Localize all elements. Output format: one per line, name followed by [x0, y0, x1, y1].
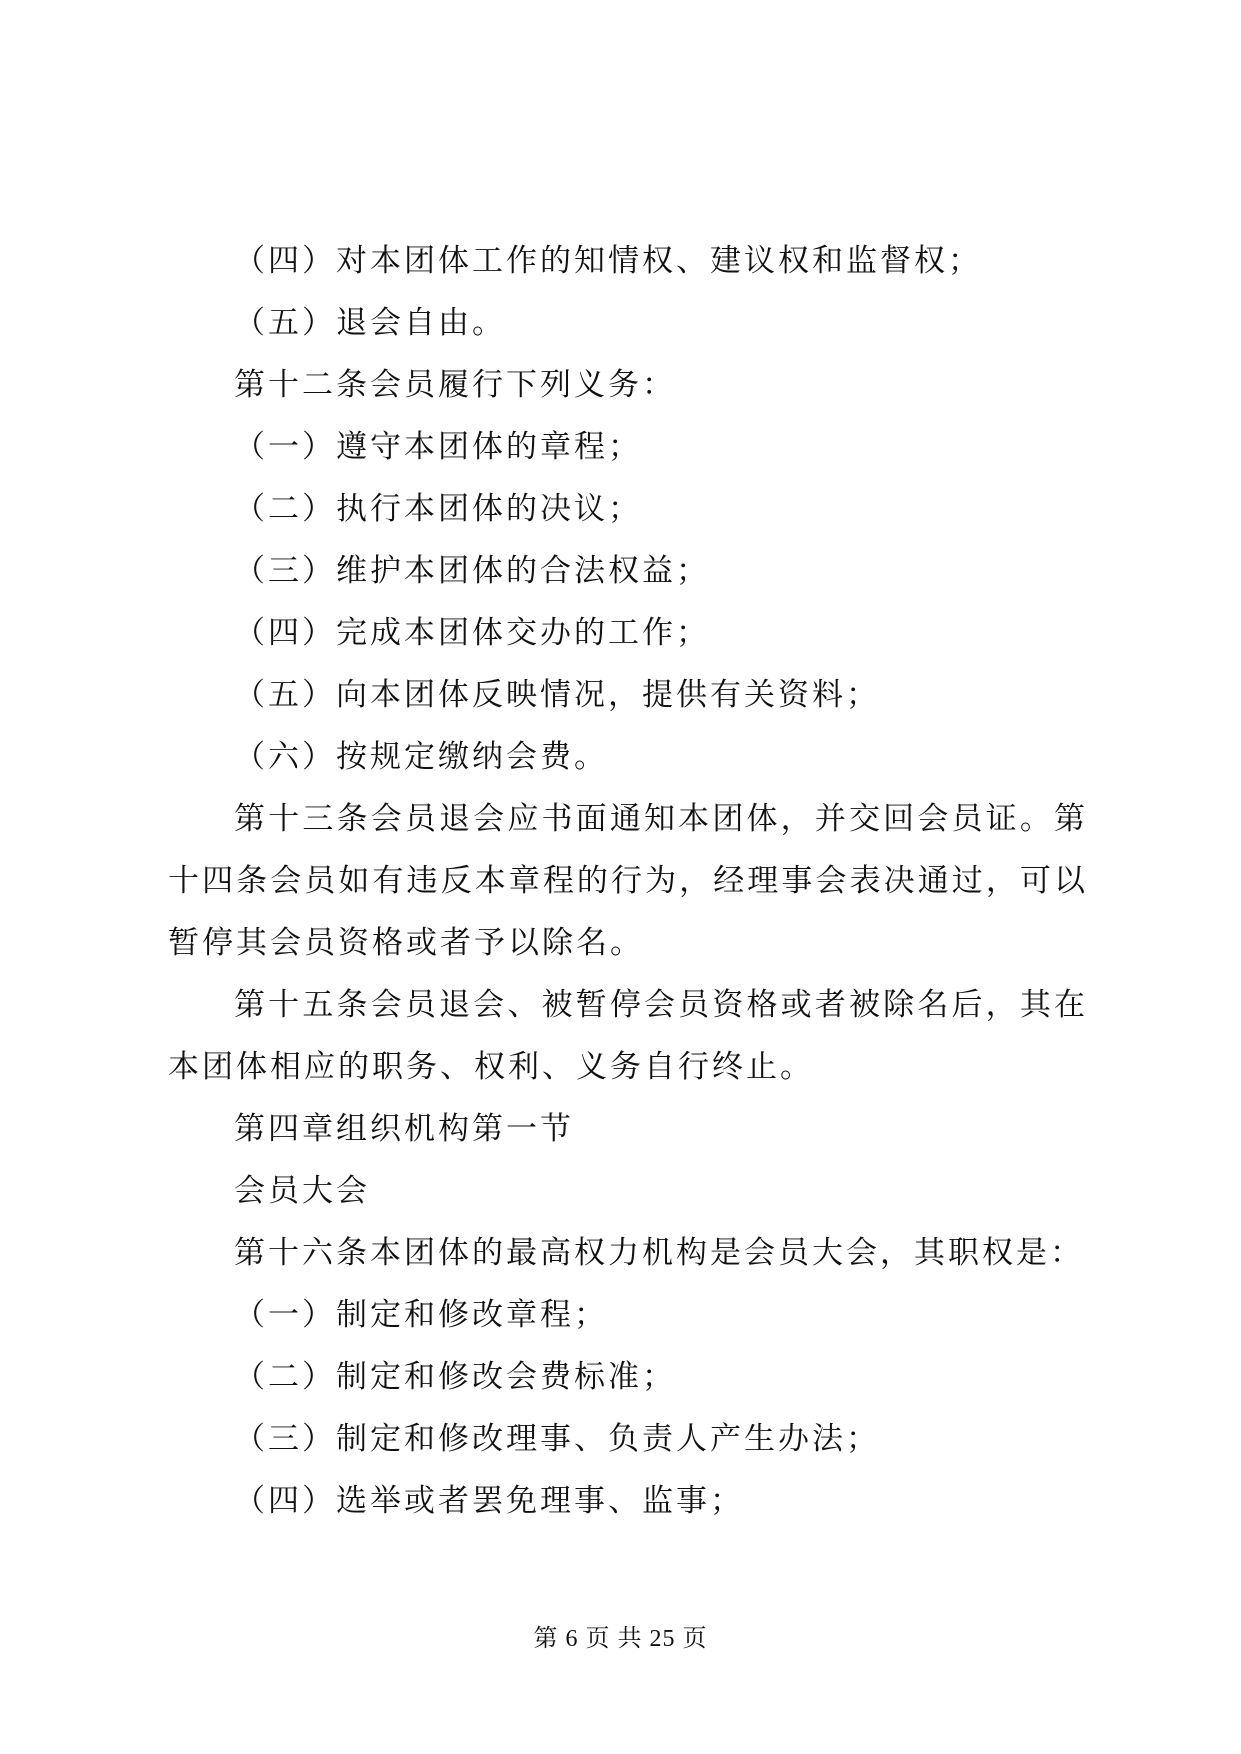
paragraph-item: （一）遵守本团体的章程；	[234, 429, 642, 465]
paragraph-item: （三）维护本团体的合法权益；	[234, 553, 710, 589]
article-heading: 第十六条本团体的最高权力机构是会员大会，其职权是：	[234, 1235, 1084, 1271]
paragraph-item: （二）执行本团体的决议；	[234, 491, 642, 527]
paragraph-item: （四）选举或者罢免理事、监事；	[234, 1483, 744, 1519]
paragraph-item: （四）完成本团体交办的工作；	[234, 615, 710, 651]
paragraph-item: （四）对本团体工作的知情权、建议权和监督权；	[234, 243, 982, 279]
paragraph-item: （五）退会自由。	[234, 305, 506, 341]
paragraph-item: （五）向本团体反映情况，提供有关资料；	[234, 677, 880, 713]
paragraph-item: （一）制定和修改章程；	[234, 1297, 608, 1333]
paragraph-item: （二）制定和修改会费标准；	[234, 1359, 676, 1395]
article-paragraph: 第十五条会员退会、被暂停会员资格或者被除名后，其在本团体相应的职务、权利、义务自行终止。	[168, 987, 1088, 1085]
article-paragraph: 第十三条会员退会应书面通知本团体，并交回会员证。第十四条会员如有违反本章程的行为，经理事会表决通过，可以暂停其会员资格或者予以除名。	[168, 801, 1088, 961]
article-heading: 第十二条会员履行下列义务：	[234, 367, 676, 403]
document-body	[168, 230, 1088, 1532]
paragraph-item: （三）制定和修改理事、负责人产生办法；	[234, 1421, 880, 1457]
chapter-heading: 第四章组织机构第一节	[234, 1111, 574, 1147]
paragraph-item: （六）按规定缴纳会费。	[234, 739, 608, 775]
section-heading: 会员大会	[234, 1173, 370, 1209]
page-number-footer: 第 6 页 共 25 页	[533, 1626, 708, 1652]
